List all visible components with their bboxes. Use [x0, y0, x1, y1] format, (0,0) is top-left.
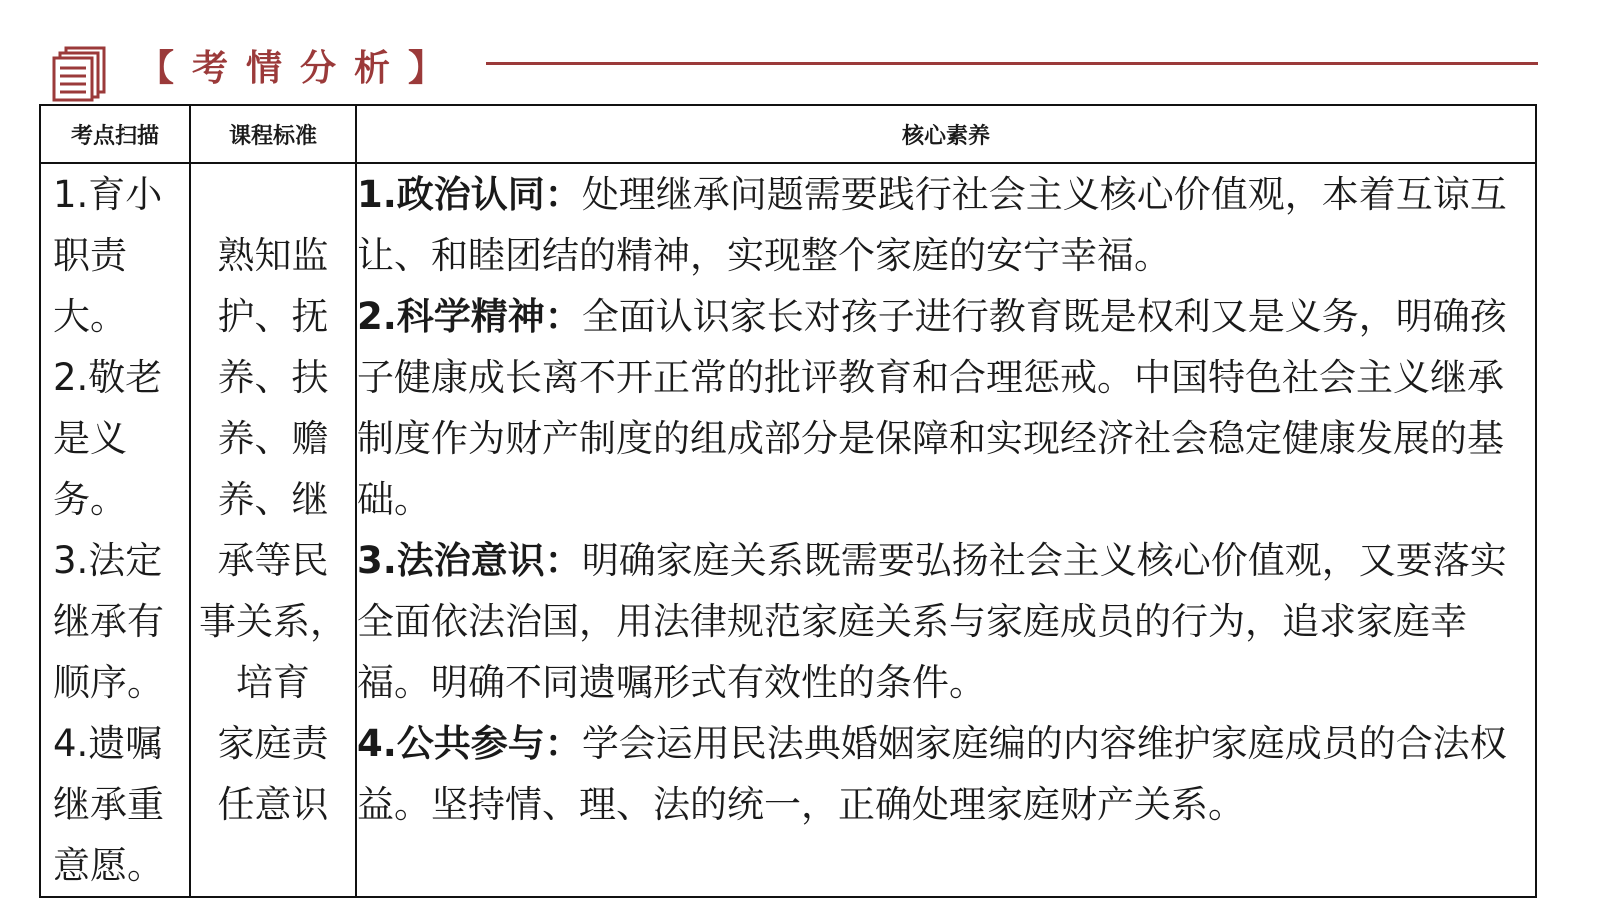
exam-points-text: 1.育小 职责大。 2.敬老 是义务。 3.法定 继承有 顺序。 4.遗嘱 继承重 意愿。 — [53, 173, 164, 887]
curriculum-standards-cell — [190, 163, 356, 897]
literacy-point-lead: 1.政治认同： — [357, 173, 582, 216]
literacy-point-text: 全面认识家长对孩子进行教育既是权利又是义务，明确孩子健康成长离不开正常的批评教育和合理惩戒。中国特色社会主义继承制度作为财产制度的组成部分是保障和实现经济社会稳定健康发展的基础。 — [357, 295, 1507, 521]
table-row — [40, 163, 1536, 897]
header-divider — [486, 62, 1538, 65]
exam-points-cell — [40, 163, 190, 897]
literacy-point-lead: 4.公共参与： — [357, 722, 582, 765]
table-header-row — [40, 105, 1536, 163]
literacy-point-lead: 3.法治意识： — [357, 539, 582, 582]
section-header — [50, 40, 1550, 100]
literacy-point-4 — [357, 713, 1535, 835]
core-literacy-cell — [356, 163, 1536, 897]
curriculum-standards-text: 熟知监 护、抚 养、扶 养、赡 养、继 承等民 事关系， 培育 家庭责 任意识 — [199, 234, 347, 826]
literacy-point-text: 学会运用民法典婚姻家庭编的内容维护家庭成员的合法权益。坚持情、理、法的统一，正确处理家庭财产关系。 — [357, 722, 1507, 826]
literacy-point-3 — [357, 530, 1535, 713]
literacy-point-text: 处理继承问题需要践行社会主义核心价值观，本着互谅互让、和睦团结的精神，实现整个家庭的安宁幸福。 — [357, 173, 1507, 277]
literacy-point-1 — [357, 164, 1535, 286]
header-curriculum-standards: 课程标准 — [190, 105, 356, 163]
header-core-literacy: 核心素养 — [356, 105, 1536, 163]
literacy-point-lead: 2.科学精神： — [357, 295, 582, 338]
document-stack-icon — [52, 46, 108, 102]
literacy-point-text: 明确家庭关系既需要弘扬社会主义核心价值观，又要落实全面依法治国，用法律规范家庭关系与家庭成员的行为，追求家庭幸福。明确不同遗嘱形式有效性的条件。 — [357, 539, 1507, 704]
literacy-point-2 — [357, 286, 1535, 530]
analysis-table — [39, 104, 1537, 898]
header-exam-points: 考点扫描 — [40, 105, 190, 163]
section-title: 【考情分析】 — [138, 48, 463, 89]
